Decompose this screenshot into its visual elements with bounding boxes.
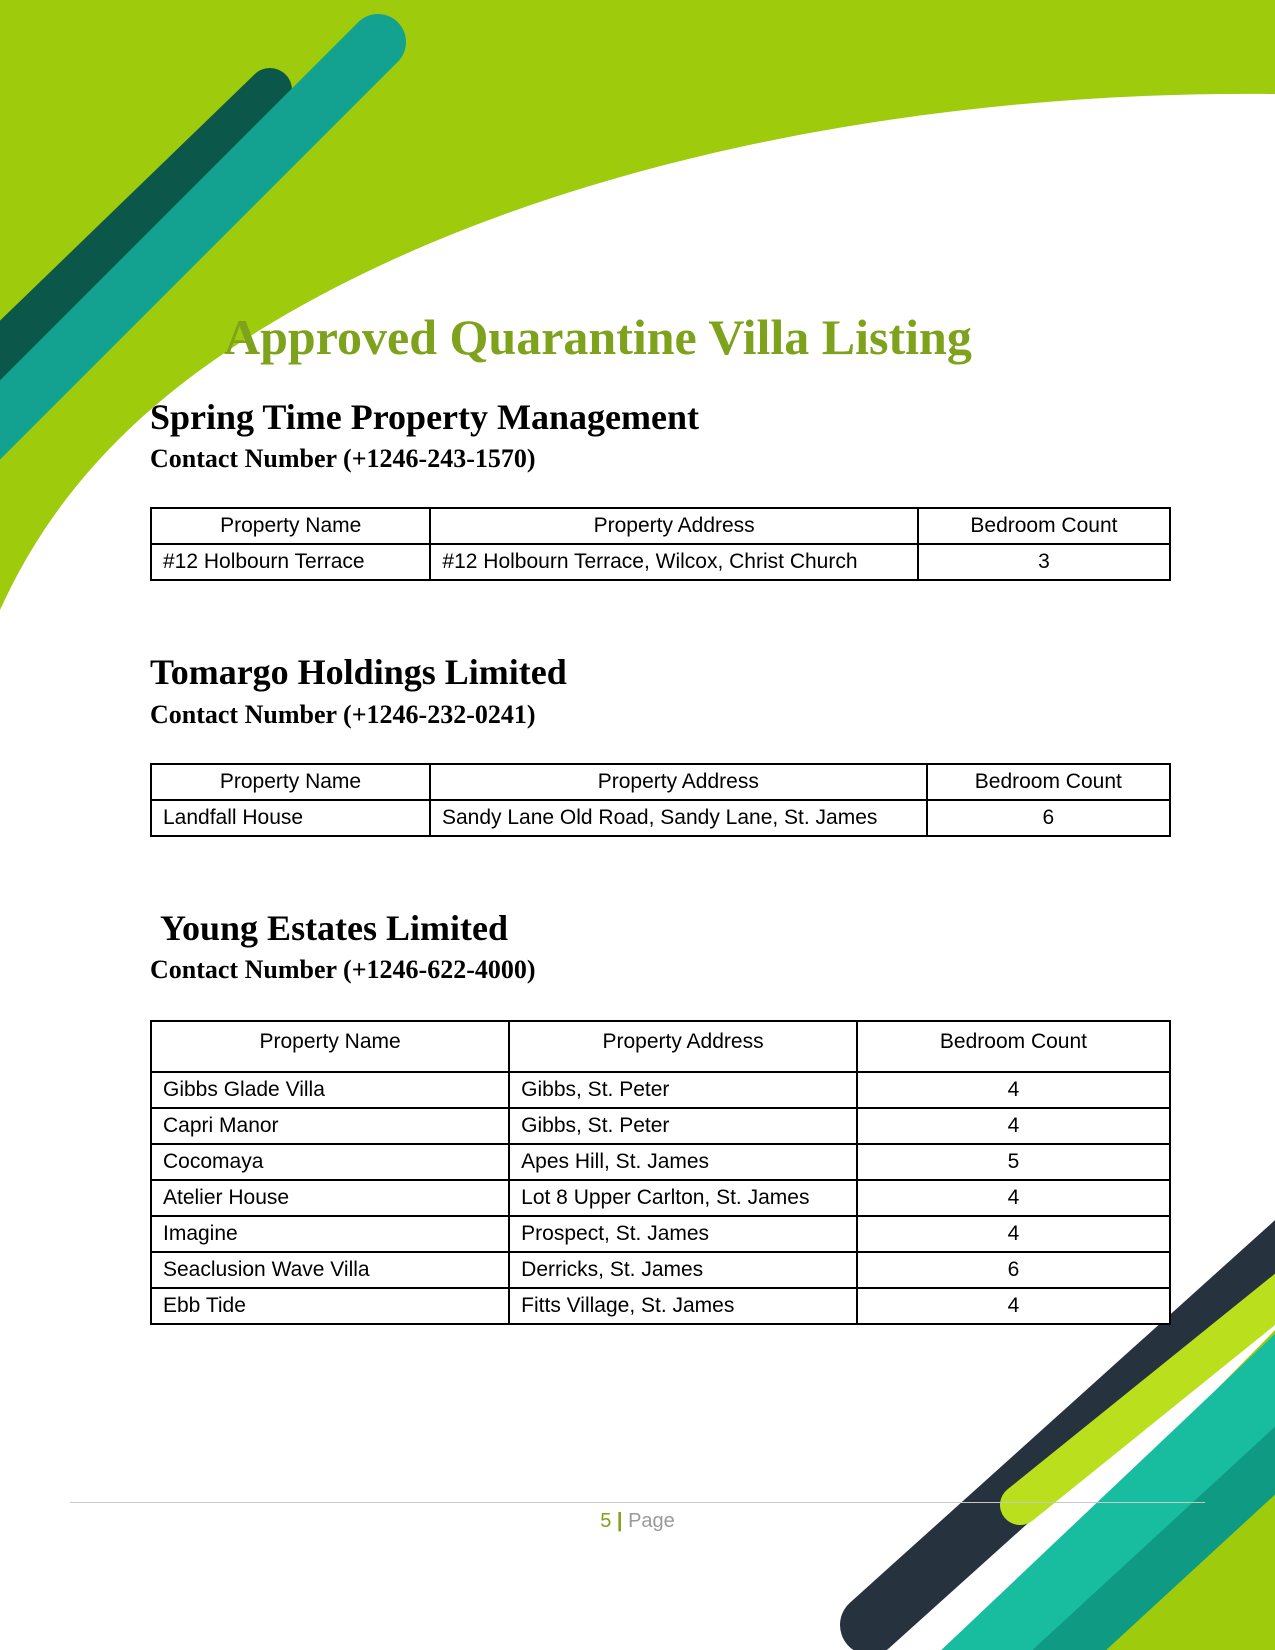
- table-row: [151, 1180, 1170, 1216]
- property-name-cell: #12 Holbourn Terrace: [151, 544, 430, 580]
- bedroom-count-cell: 5: [857, 1144, 1170, 1180]
- column-header-property-name: Property Name: [151, 764, 430, 800]
- document-title: Approved Quarantine Villa Listing: [224, 309, 972, 365]
- column-header-bedroom-count: Bedroom Count: [927, 764, 1170, 800]
- footer-separator: |: [616, 1510, 623, 1532]
- property-address-cell: #12 Holbourn Terrace, Wilcox, Christ Church: [430, 544, 917, 580]
- table-header-row: [151, 1021, 1170, 1072]
- table-row: [151, 1216, 1170, 1252]
- table-row: [151, 1072, 1170, 1108]
- page-label: Page: [628, 1510, 675, 1532]
- bedroom-count-cell: 6: [857, 1252, 1170, 1288]
- table-row: [151, 1288, 1170, 1324]
- company-name: Spring Time Property Management: [150, 397, 699, 437]
- column-header-bedroom-count: Bedroom Count: [918, 508, 1170, 544]
- property-name-cell: Capri Manor: [151, 1108, 509, 1144]
- page-footer: [0, 1510, 1275, 1533]
- property-name-cell: Cocomaya: [151, 1144, 509, 1180]
- property-address-cell: Derricks, St. James: [509, 1252, 857, 1288]
- column-header-bedroom-count: Bedroom Count: [857, 1021, 1170, 1072]
- page-number: 5: [600, 1510, 612, 1532]
- table-row: [151, 544, 1170, 580]
- property-table: [150, 507, 1171, 581]
- table-header-row: [151, 508, 1170, 544]
- property-address-cell: Sandy Lane Old Road, Sandy Lane, St. James: [430, 800, 927, 836]
- column-header-property-address: Property Address: [430, 764, 927, 800]
- contact-number: Contact Number (+1246-232-0241): [150, 700, 536, 729]
- table-row: [151, 1108, 1170, 1144]
- property-name-cell: Ebb Tide: [151, 1288, 509, 1324]
- column-header-property-name: Property Name: [151, 1021, 509, 1072]
- property-address-cell: Gibbs, St. Peter: [509, 1072, 857, 1108]
- property-address-cell: Prospect, St. James: [509, 1216, 857, 1252]
- property-address-cell: Gibbs, St. Peter: [509, 1108, 857, 1144]
- property-table: [150, 763, 1171, 837]
- property-table: [150, 1020, 1171, 1325]
- property-address-cell: Apes Hill, St. James: [509, 1144, 857, 1180]
- bedroom-count-cell: 4: [857, 1108, 1170, 1144]
- company-name: Young Estates Limited: [160, 908, 509, 948]
- bedroom-count-cell: 4: [857, 1180, 1170, 1216]
- bedroom-count-cell: 3: [918, 544, 1170, 580]
- contact-number: Contact Number (+1246-622-4000): [150, 955, 536, 984]
- bedroom-count-cell: 6: [927, 800, 1170, 836]
- bedroom-count-cell: 4: [857, 1216, 1170, 1252]
- contact-number: Contact Number (+1246-243-1570): [150, 444, 536, 473]
- table-row: [151, 1252, 1170, 1288]
- column-header-property-address: Property Address: [430, 508, 917, 544]
- bedroom-count-cell: 4: [857, 1288, 1170, 1324]
- property-address-cell: Fitts Village, St. James: [509, 1288, 857, 1324]
- property-address-cell: Lot 8 Upper Carlton, St. James: [509, 1180, 857, 1216]
- column-header-property-address: Property Address: [509, 1021, 857, 1072]
- property-name-cell: Landfall House: [151, 800, 430, 836]
- property-name-cell: Imagine: [151, 1216, 509, 1252]
- table-header-row: [151, 764, 1170, 800]
- property-name-cell: Atelier House: [151, 1180, 509, 1216]
- table-row: [151, 800, 1170, 836]
- bedroom-count-cell: 4: [857, 1072, 1170, 1108]
- footer-divider: [70, 1502, 1205, 1503]
- table-row: [151, 1144, 1170, 1180]
- company-name: Tomargo Holdings Limited: [150, 652, 567, 692]
- column-header-property-name: Property Name: [151, 508, 430, 544]
- property-name-cell: Seaclusion Wave Villa: [151, 1252, 509, 1288]
- property-name-cell: Gibbs Glade Villa: [151, 1072, 509, 1108]
